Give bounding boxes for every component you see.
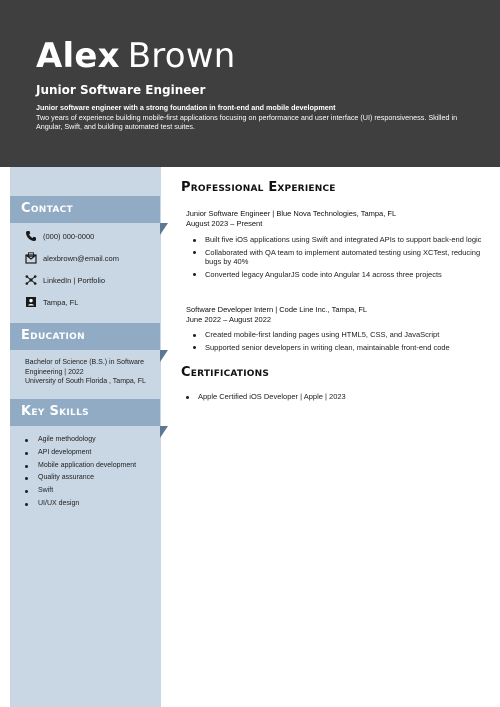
- university-line: University of South Florida , Tampa, FL: [25, 378, 146, 385]
- skill-item: UI/UX design: [25, 498, 136, 511]
- candidate-name: [36, 36, 235, 76]
- location-icon: [25, 296, 37, 308]
- job-bullet: Created mobile-first landing pages using HTML5, CSS, and JavaScript: [193, 330, 483, 340]
- education-heading: Education: [21, 328, 85, 343]
- education-heading-ribbon: [10, 323, 160, 350]
- experience-heading: Professional Experience: [181, 180, 336, 195]
- skill-item: Quality assurance: [25, 472, 136, 485]
- certifications-list: [186, 392, 476, 405]
- contact-phone: [25, 228, 94, 244]
- contact-heading-ribbon: [10, 196, 160, 223]
- contact-heading: Contact: [21, 201, 73, 216]
- resume-header: [0, 0, 500, 167]
- job-dates: June 2022 – August 2022: [186, 315, 272, 324]
- education-entry: [25, 358, 157, 387]
- job-header: [186, 305, 367, 325]
- skill-item: Agile methodology: [25, 434, 136, 447]
- certifications-heading: Certifications: [181, 365, 270, 380]
- links-text: LinkedIn | Portfolio: [43, 275, 105, 285]
- skill-item: API development: [25, 447, 136, 460]
- phone-icon: [25, 230, 37, 242]
- last-name: Brown: [127, 36, 236, 76]
- job-role: Software Developer Intern | Code Line Inc., Tampa, FL: [186, 305, 368, 314]
- summary-text: Two years of experience building mobile-first applications focusing on performance and user interface (UI) responsiveness. Skilled in Angular, Swift, and building automated test suites.: [36, 112, 458, 132]
- first-name: Alex: [36, 36, 120, 76]
- ribbon-fold: [160, 350, 168, 362]
- skill-item: Mobile application development: [25, 460, 136, 473]
- email-text: alexbrown@email.com: [43, 253, 119, 263]
- phone-text: (000) 000-0000: [43, 231, 95, 241]
- job-bullets: [193, 330, 483, 355]
- job-bullet: Supported senior developers in writing clean, maintainable front-end code: [193, 343, 483, 353]
- contact-location: [25, 294, 78, 310]
- degree-year-line: Engineering | 2022: [25, 368, 84, 376]
- ribbon-fold: [160, 223, 168, 235]
- skill-item: Swift: [25, 485, 136, 498]
- job-bullet: Built five iOS applications using Swift and integrated APIs to support back-end logic: [193, 235, 483, 245]
- job-title: Junior Software Engineer: [36, 83, 206, 97]
- skills-list: [25, 434, 136, 511]
- job-dates: August 2023 – Present: [186, 219, 263, 228]
- summary: [36, 103, 466, 132]
- skills-heading-ribbon: [10, 399, 160, 426]
- summary-headline: Junior software engineer with a strong foundation in front-end and mobile development: [36, 103, 336, 112]
- contact-email[interactable]: [25, 250, 119, 266]
- job-bullets: [193, 235, 483, 282]
- certification-item: Apple Certified iOS Developer | Apple | 2023: [186, 392, 476, 402]
- job-bullet: Converted legacy AngularJS code into Angular 14 across three projects: [193, 270, 483, 280]
- degree-line: Bachelor of Science (B.S.) in Software: [25, 359, 145, 366]
- job-bullet: Collaborated with QA team to implement automated testing using XCTest, reducing bugs by 40%: [193, 248, 483, 267]
- ribbon-fold: [160, 426, 168, 438]
- contact-links[interactable]: [25, 272, 105, 288]
- location-text: Tampa, FL: [43, 297, 79, 307]
- job-header: [186, 209, 396, 229]
- network-icon: [25, 274, 37, 286]
- job-role: Junior Software Engineer | Blue Nova Technologies, Tampa, FL: [186, 209, 397, 218]
- email-icon: [25, 252, 37, 264]
- skills-heading: Key Skills: [21, 404, 89, 419]
